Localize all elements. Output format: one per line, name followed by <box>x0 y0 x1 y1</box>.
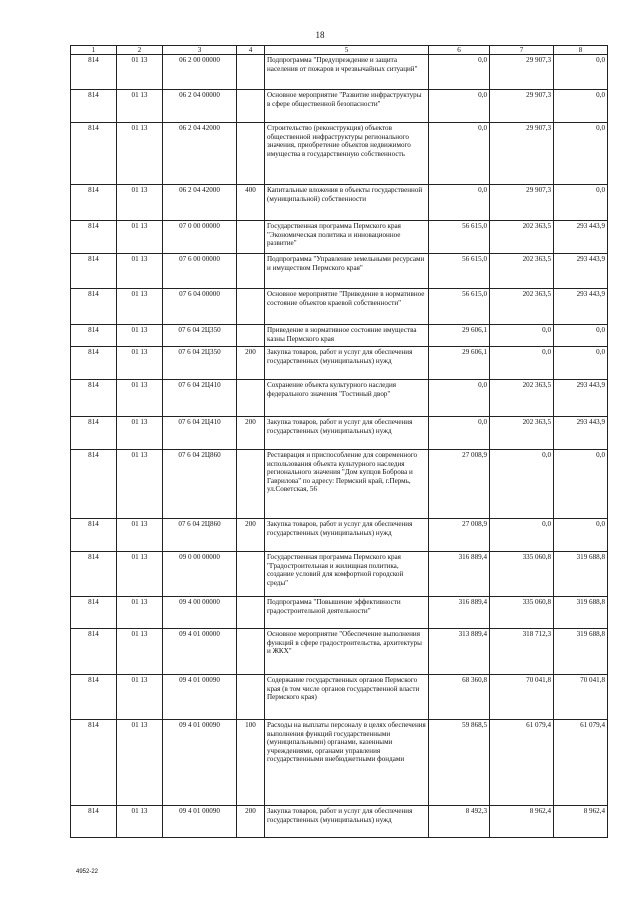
ministry-code-cell: 814 <box>71 552 117 597</box>
item-name-cell: Подпрограмма "Повышение эффективности градостроительной деятельности" <box>265 597 429 629</box>
amount-year1-cell: 29 606,1 <box>429 325 490 347</box>
header-cell: 5 <box>265 46 429 55</box>
amount-year3-cell: 0,0 <box>554 55 608 90</box>
expense-type-cell <box>237 629 265 675</box>
target-article-cell: 09 4 01 00090 <box>163 806 237 838</box>
expense-type-cell <box>237 325 265 347</box>
target-article-cell: 07 6 04 2Ц410 <box>163 417 237 450</box>
amount-year2-cell: 29 907,3 <box>490 123 554 185</box>
amount-year3-cell: 319 688,8 <box>554 597 608 629</box>
table-row <box>71 720 608 806</box>
table-row <box>71 185 608 221</box>
target-article-cell: 06 2 00 00000 <box>163 55 237 90</box>
item-name-cell: Основное мероприятие "Обеспечение выполнения функций в сфере градостроительства, архитектуры и ЖКХ" <box>265 629 429 675</box>
amount-year3-cell: 319 688,8 <box>554 552 608 597</box>
section-code-cell: 01 13 <box>117 552 163 597</box>
ministry-code-cell: 814 <box>71 185 117 221</box>
amount-year1-cell: 27 008,9 <box>429 519 490 552</box>
ministry-code-cell: 814 <box>71 90 117 123</box>
item-name-cell: Государственная программа Пермского края "Градостроительная и жилищная политика, создание условий для комфортной городской среды" <box>265 552 429 597</box>
expense-type-cell: 200 <box>237 806 265 838</box>
amount-year3-cell: 0,0 <box>554 450 608 519</box>
target-article-cell: 09 4 01 00090 <box>163 720 237 806</box>
header-cell: 2 <box>117 46 163 55</box>
expense-type-cell <box>237 675 265 720</box>
ministry-code-cell: 814 <box>71 325 117 347</box>
target-article-cell: 09 4 01 00000 <box>163 629 237 675</box>
amount-year1-cell: 0,0 <box>429 417 490 450</box>
amount-year2-cell: 0,0 <box>490 450 554 519</box>
ministry-code-cell: 814 <box>71 629 117 675</box>
expense-type-cell: 400 <box>237 185 265 221</box>
ministry-code-cell: 814 <box>71 450 117 519</box>
amount-year3-cell: 293 443,9 <box>554 254 608 289</box>
table-row <box>71 675 608 720</box>
ministry-code-cell: 814 <box>71 806 117 838</box>
section-code-cell: 01 13 <box>117 254 163 289</box>
section-code-cell: 01 13 <box>117 597 163 629</box>
budget-table <box>70 45 608 838</box>
expense-type-cell <box>237 450 265 519</box>
section-code-cell: 01 13 <box>117 417 163 450</box>
amount-year3-cell: 319 688,8 <box>554 629 608 675</box>
amount-year2-cell: 0,0 <box>490 325 554 347</box>
item-name-cell: Реставрация и приспособление для современного использования объекта культурного наследия регионального значения "Дом купцов Боброва и Гаврилова" по адресу: Пермский край, г.Пермь, ул.Советская, 56 <box>265 450 429 519</box>
item-name-cell: Расходы на выплаты персоналу в целях обеспечения выполнения функций государственными (муниципальными) органами, казенными учреждениями, органами управления государственными внебюджетными фондами <box>265 720 429 806</box>
section-code-cell: 01 13 <box>117 55 163 90</box>
expense-type-cell <box>237 380 265 417</box>
table-row <box>71 552 608 597</box>
table-row <box>71 519 608 552</box>
target-article-cell: 07 6 04 2Ц350 <box>163 347 237 380</box>
amount-year1-cell: 59 868,5 <box>429 720 490 806</box>
expense-type-cell: 200 <box>237 519 265 552</box>
target-article-cell: 07 0 00 00000 <box>163 221 237 254</box>
target-article-cell: 09 4 01 00090 <box>163 675 237 720</box>
amount-year1-cell: 0,0 <box>429 55 490 90</box>
header-cell: 1 <box>71 46 117 55</box>
expense-type-cell: 200 <box>237 417 265 450</box>
expense-type-cell <box>237 597 265 629</box>
target-article-cell: 09 0 00 00000 <box>163 552 237 597</box>
item-name-cell: Государственная программа Пермского края "Экономическая политика и инновационное развитие" <box>265 221 429 254</box>
section-code-cell: 01 13 <box>117 629 163 675</box>
table-row <box>71 254 608 289</box>
amount-year2-cell: 0,0 <box>490 347 554 380</box>
ministry-code-cell: 814 <box>71 597 117 629</box>
target-article-cell: 07 6 04 00000 <box>163 289 237 325</box>
amount-year3-cell: 0,0 <box>554 325 608 347</box>
amount-year2-cell: 202 363,5 <box>490 221 554 254</box>
amount-year3-cell: 293 443,9 <box>554 380 608 417</box>
amount-year3-cell: 0,0 <box>554 90 608 123</box>
expense-type-cell <box>237 221 265 254</box>
amount-year3-cell: 0,0 <box>554 347 608 380</box>
amount-year3-cell: 293 443,9 <box>554 221 608 254</box>
section-code-cell: 01 13 <box>117 90 163 123</box>
amount-year1-cell: 27 008,9 <box>429 450 490 519</box>
section-code-cell: 01 13 <box>117 675 163 720</box>
ministry-code-cell: 814 <box>71 221 117 254</box>
table-row <box>71 417 608 450</box>
item-name-cell: Капитальные вложения в объекты государственной (муниципальной) собственности <box>265 185 429 221</box>
target-article-cell: 07 6 04 2Ц410 <box>163 380 237 417</box>
expense-type-cell: 100 <box>237 720 265 806</box>
ministry-code-cell: 814 <box>71 123 117 185</box>
table-row <box>71 221 608 254</box>
table-row <box>71 347 608 380</box>
amount-year1-cell: 316 889,4 <box>429 552 490 597</box>
amount-year2-cell: 202 363,5 <box>490 380 554 417</box>
ministry-code-cell: 814 <box>71 519 117 552</box>
ministry-code-cell: 814 <box>71 254 117 289</box>
table-row <box>71 123 608 185</box>
amount-year2-cell: 0,0 <box>490 519 554 552</box>
item-name-cell: Основное мероприятие "Развитие инфраструктуры в сфере общественной безопасности" <box>265 90 429 123</box>
header-cell: 6 <box>429 46 490 55</box>
amount-year2-cell: 61 079,4 <box>490 720 554 806</box>
table-row <box>71 325 608 347</box>
target-article-cell: 06 2 04 42000 <box>163 123 237 185</box>
table-row <box>71 597 608 629</box>
amount-year1-cell: 56 615,0 <box>429 289 490 325</box>
amount-year3-cell: 293 443,9 <box>554 417 608 450</box>
amount-year2-cell: 202 363,5 <box>490 254 554 289</box>
page-number: 18 <box>315 30 325 40</box>
amount-year3-cell: 70 041,8 <box>554 675 608 720</box>
amount-year2-cell: 8 962,4 <box>490 806 554 838</box>
item-name-cell: Приведение в нормативное состояние имущества казны Пермского края <box>265 325 429 347</box>
item-name-cell: Основное мероприятие "Приведение в нормативное состояние объектов краевой собственности" <box>265 289 429 325</box>
section-code-cell: 01 13 <box>117 720 163 806</box>
amount-year1-cell: 68 360,8 <box>429 675 490 720</box>
amount-year3-cell: 0,0 <box>554 519 608 552</box>
amount-year2-cell: 29 907,3 <box>490 90 554 123</box>
header-cell: 4 <box>237 46 265 55</box>
amount-year1-cell: 56 615,0 <box>429 221 490 254</box>
amount-year1-cell: 8 492,3 <box>429 806 490 838</box>
section-code-cell: 01 13 <box>117 450 163 519</box>
amount-year3-cell: 0,0 <box>554 123 608 185</box>
amount-year1-cell: 0,0 <box>429 90 490 123</box>
header-row <box>71 46 608 55</box>
section-code-cell: 01 13 <box>117 380 163 417</box>
target-article-cell: 07 6 04 2Ц350 <box>163 325 237 347</box>
table-row <box>71 55 608 90</box>
table-row <box>71 380 608 417</box>
section-code-cell: 01 13 <box>117 289 163 325</box>
table-row <box>71 806 608 838</box>
amount-year1-cell: 0,0 <box>429 380 490 417</box>
section-code-cell: 01 13 <box>117 185 163 221</box>
header-cell: 7 <box>490 46 554 55</box>
header-cell: 8 <box>554 46 608 55</box>
expense-type-cell <box>237 289 265 325</box>
table-row <box>71 90 608 123</box>
section-code-cell: 01 13 <box>117 519 163 552</box>
table-row <box>71 629 608 675</box>
target-article-cell: 09 4 00 00000 <box>163 597 237 629</box>
amount-year1-cell: 0,0 <box>429 185 490 221</box>
item-name-cell: Подпрограмма "Управление земельными ресурсами и имуществом Пермского края" <box>265 254 429 289</box>
amount-year2-cell: 29 907,3 <box>490 185 554 221</box>
expense-type-cell <box>237 55 265 90</box>
amount-year1-cell: 56 615,0 <box>429 254 490 289</box>
amount-year2-cell: 202 363,5 <box>490 289 554 325</box>
item-name-cell: Закупка товаров, работ и услуг для обеспечения государственных (муниципальных) нужд <box>265 806 429 838</box>
amount-year1-cell: 313 889,4 <box>429 629 490 675</box>
ministry-code-cell: 814 <box>71 380 117 417</box>
target-article-cell: 06 2 04 00000 <box>163 90 237 123</box>
item-name-cell: Подпрограмма "Предупреждение и защита населения от пожаров и чрезвычайных ситуаций" <box>265 55 429 90</box>
ministry-code-cell: 814 <box>71 289 117 325</box>
ministry-code-cell: 814 <box>71 675 117 720</box>
ministry-code-cell: 814 <box>71 720 117 806</box>
amount-year2-cell: 318 712,3 <box>490 629 554 675</box>
expense-type-cell: 200 <box>237 347 265 380</box>
expense-type-cell <box>237 123 265 185</box>
amount-year3-cell: 8 962,4 <box>554 806 608 838</box>
section-code-cell: 01 13 <box>117 806 163 838</box>
amount-year1-cell: 316 889,4 <box>429 597 490 629</box>
section-code-cell: 01 13 <box>117 123 163 185</box>
amount-year3-cell: 0,0 <box>554 185 608 221</box>
document-code: 4952-22 <box>76 869 99 875</box>
amount-year2-cell: 202 363,5 <box>490 417 554 450</box>
target-article-cell: 06 2 04 42000 <box>163 185 237 221</box>
amount-year3-cell: 61 079,4 <box>554 720 608 806</box>
amount-year1-cell: 0,0 <box>429 123 490 185</box>
header-cell: 3 <box>163 46 237 55</box>
item-name-cell: Закупка товаров, работ и услуг для обеспечения государственных (муниципальных) нужд <box>265 417 429 450</box>
expense-type-cell <box>237 90 265 123</box>
target-article-cell: 07 6 04 2Ц860 <box>163 519 237 552</box>
amount-year2-cell: 70 041,8 <box>490 675 554 720</box>
target-article-cell: 07 6 00 00000 <box>163 254 237 289</box>
amount-year1-cell: 29 606,1 <box>429 347 490 380</box>
amount-year2-cell: 335 060,8 <box>490 597 554 629</box>
item-name-cell: Закупка товаров, работ и услуг для обеспечения государственных (муниципальных) нужд <box>265 519 429 552</box>
ministry-code-cell: 814 <box>71 347 117 380</box>
item-name-cell: Сохранение объекта культурного наследия федерального значения "Гостиный двор" <box>265 380 429 417</box>
item-name-cell: Закупка товаров, работ и услуг для обеспечения государственных (муниципальных) нужд <box>265 347 429 380</box>
amount-year2-cell: 335 060,8 <box>490 552 554 597</box>
amount-year3-cell: 293 443,9 <box>554 289 608 325</box>
section-code-cell: 01 13 <box>117 347 163 380</box>
section-code-cell: 01 13 <box>117 325 163 347</box>
section-code-cell: 01 13 <box>117 221 163 254</box>
amount-year2-cell: 29 907,3 <box>490 55 554 90</box>
expense-type-cell <box>237 254 265 289</box>
ministry-code-cell: 814 <box>71 55 117 90</box>
item-name-cell: Содержание государственных органов Пермского края (в том числе органов государственной власти Пермского края) <box>265 675 429 720</box>
table-row <box>71 450 608 519</box>
expense-type-cell <box>237 552 265 597</box>
table-row <box>71 289 608 325</box>
item-name-cell: Строительство (реконструкция) объектов общественной инфраструктуры регионального значения, приобретение объектов недвижимого имущества в государственную собственность <box>265 123 429 185</box>
ministry-code-cell: 814 <box>71 417 117 450</box>
target-article-cell: 07 6 04 2Ц860 <box>163 450 237 519</box>
